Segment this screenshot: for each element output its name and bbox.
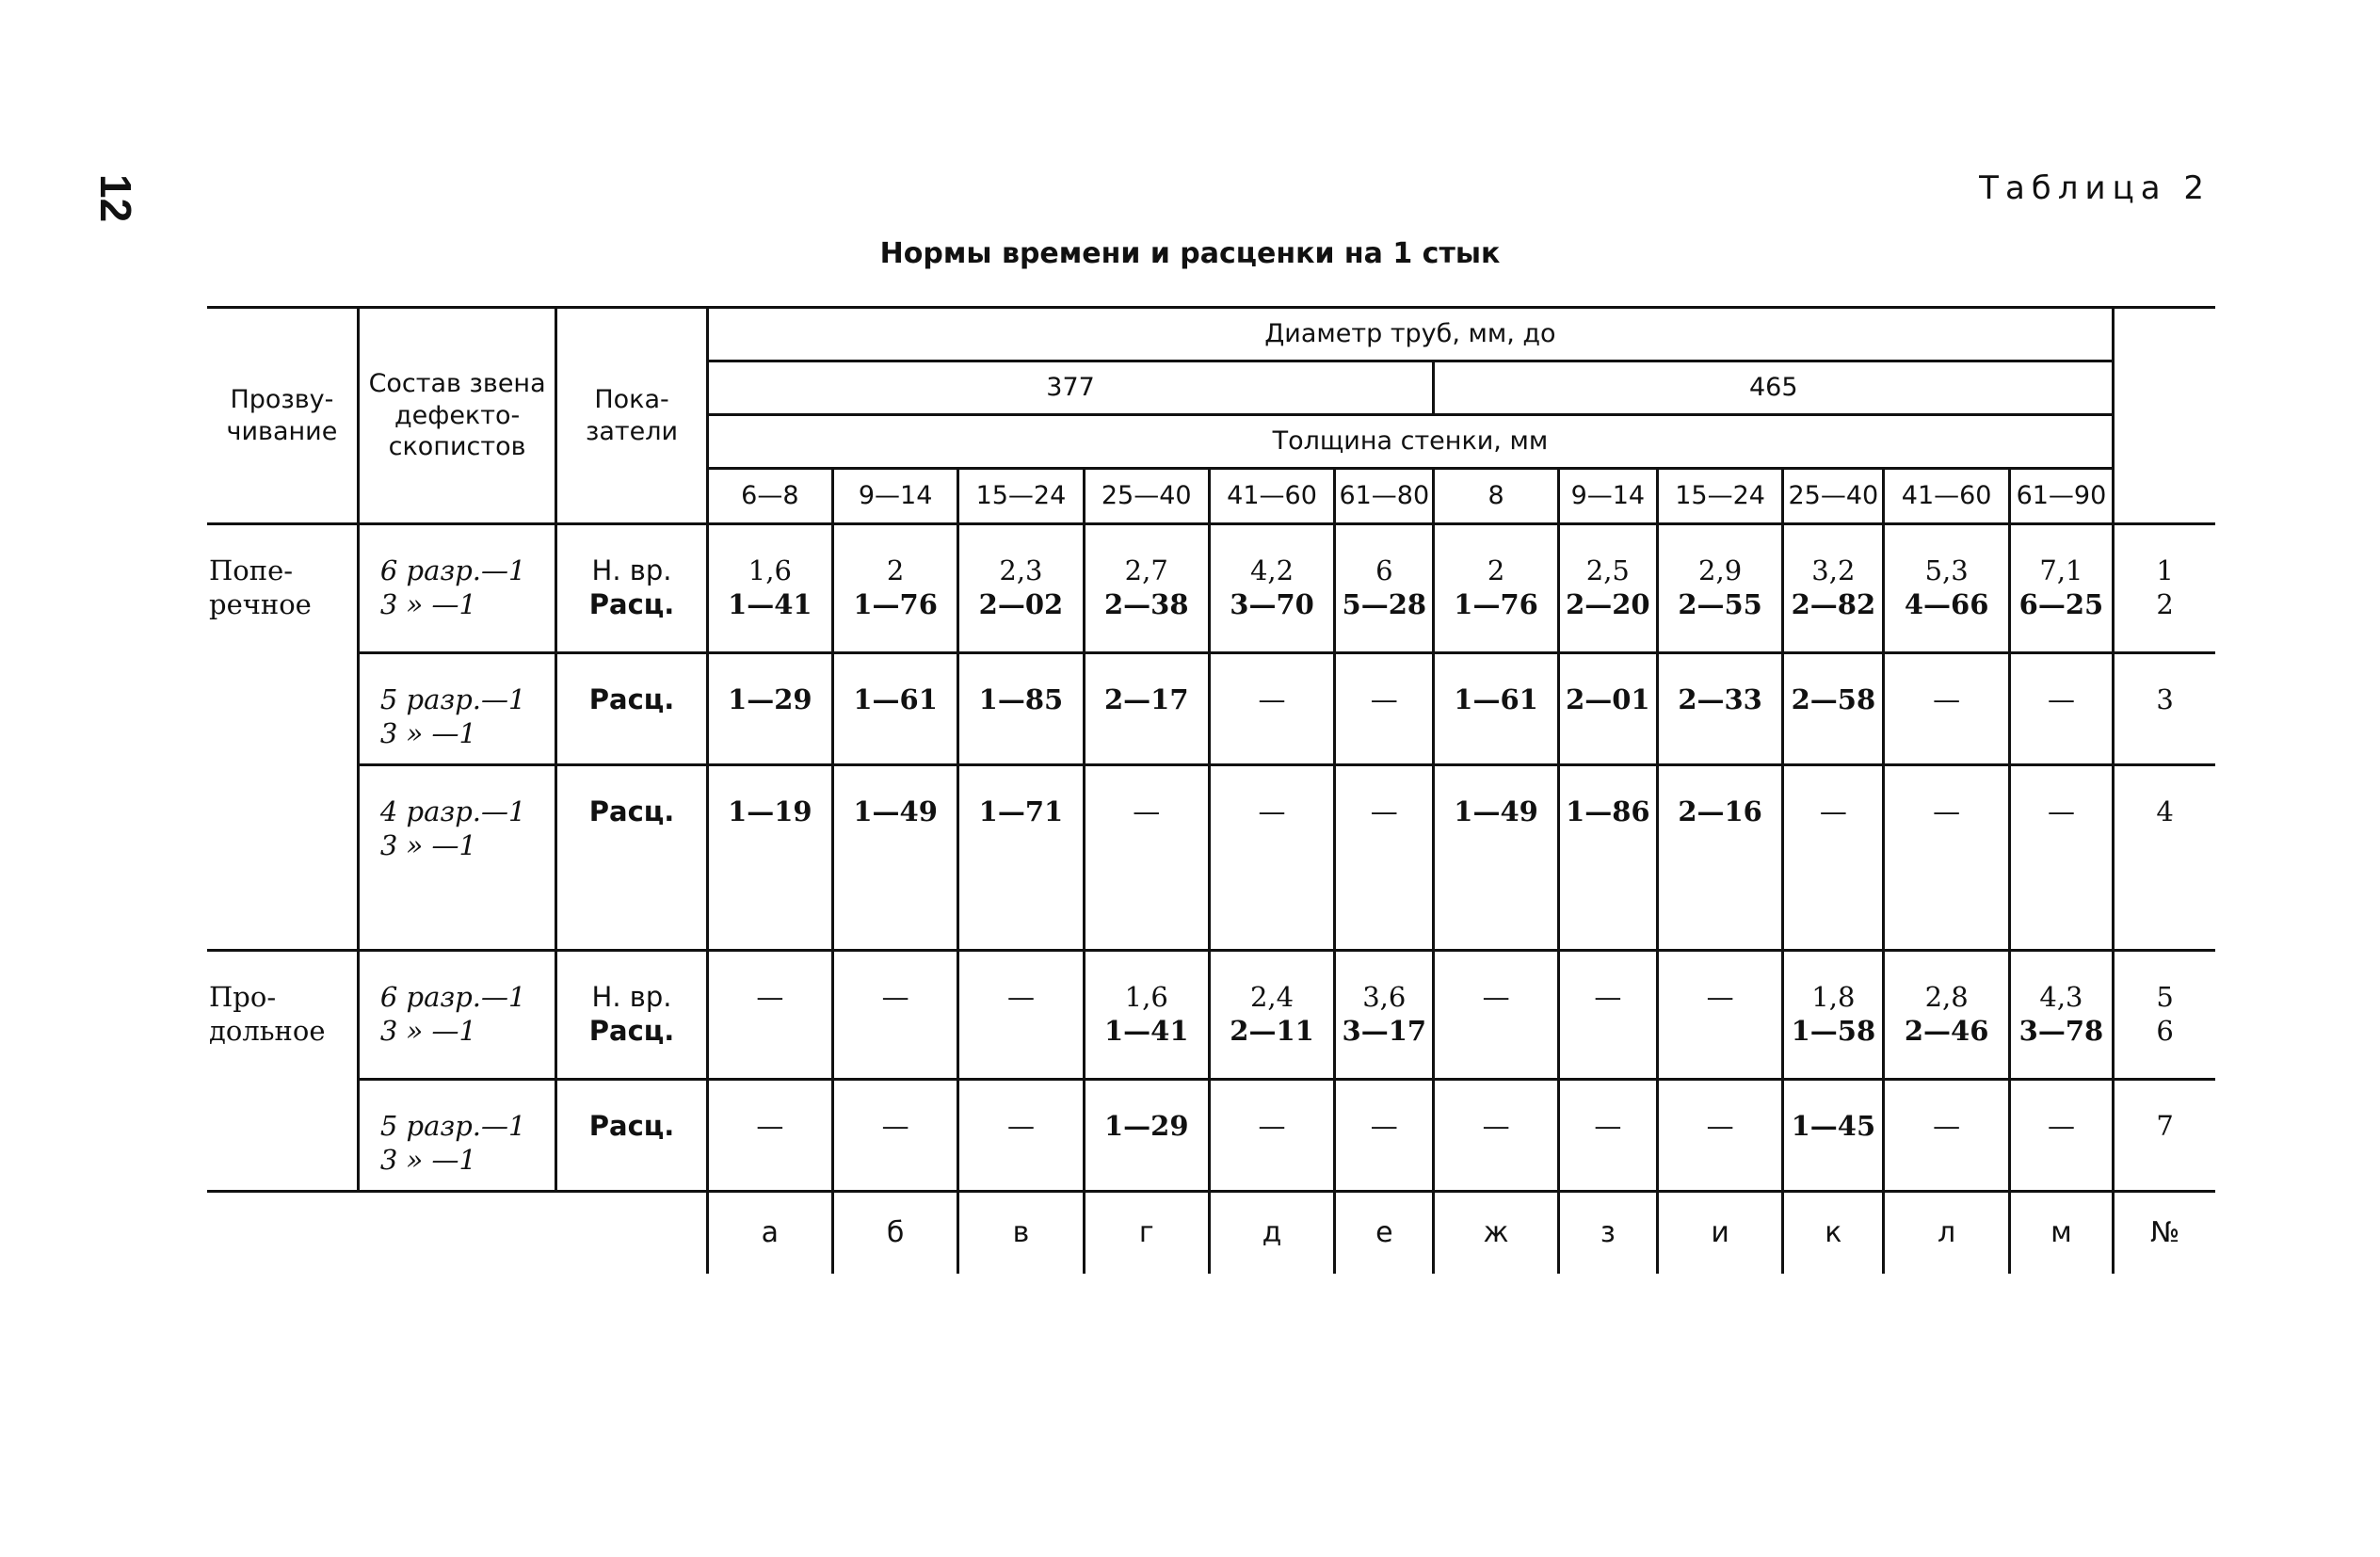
table-row bbox=[207, 1080, 2215, 1192]
value-cell bbox=[833, 1080, 958, 1192]
value-cell bbox=[1209, 653, 1334, 765]
header-crew: Состав звена дефекто-скопистов bbox=[358, 308, 555, 524]
value-cell bbox=[1783, 524, 1884, 653]
thickness-col-header: 61—90 bbox=[2009, 469, 2113, 524]
value-norm: — bbox=[881, 981, 909, 1013]
column-letter: д bbox=[1209, 1192, 1334, 1275]
value-line-1: 4 разр.—1 bbox=[379, 795, 526, 827]
value-cell bbox=[1335, 524, 1434, 653]
value-line-1: 5,3 bbox=[1924, 554, 1969, 586]
value-line-2: 1—76 bbox=[853, 588, 938, 621]
value-line-2: 5—28 bbox=[1342, 588, 1427, 621]
crew-cell bbox=[358, 524, 555, 653]
thickness-col-header: 25—40 bbox=[1084, 469, 1209, 524]
value-line-2: 1—58 bbox=[1791, 1015, 1876, 1048]
column-letter: в bbox=[958, 1192, 1084, 1275]
value-cell bbox=[1884, 1080, 2009, 1192]
column-letter: ж bbox=[1434, 1192, 1558, 1275]
indicator-rate: Расц. bbox=[588, 683, 675, 715]
value-line-1: 3,6 bbox=[1362, 981, 1407, 1013]
indicator-cell bbox=[556, 1080, 707, 1192]
value-line-1: 1,8 bbox=[1811, 981, 1856, 1013]
value-rate: — bbox=[2047, 683, 2075, 715]
value-rate: — bbox=[2047, 1110, 2075, 1142]
value-line-2: 4—66 bbox=[1904, 588, 1989, 621]
indicator-norm: Н. вр. bbox=[591, 981, 672, 1013]
column-letter: м bbox=[2009, 1192, 2113, 1275]
value-rate: — bbox=[1933, 683, 1961, 715]
value-norm: — bbox=[756, 981, 784, 1013]
header-d377: 377 bbox=[707, 361, 1434, 415]
row-number bbox=[2116, 1143, 2213, 1177]
value-line-2: 1—41 bbox=[1103, 1015, 1189, 1048]
row-number: 6 bbox=[2156, 1015, 2174, 1048]
table-row bbox=[207, 653, 2215, 765]
value-line-1: 2,9 bbox=[1698, 554, 1743, 586]
value-norm: — bbox=[1006, 981, 1035, 1013]
row-number: 4 bbox=[2156, 795, 2174, 827]
value-line-1: 6 разр.—1 bbox=[379, 554, 526, 586]
value-rate: 1—49 bbox=[853, 795, 938, 827]
column-letter: з bbox=[1558, 1192, 1657, 1275]
value-cell bbox=[1657, 951, 1782, 1080]
value-cell bbox=[1783, 765, 1884, 951]
header-indicators: Пока-затели bbox=[556, 308, 707, 524]
value-line-2: 6—25 bbox=[2018, 588, 2104, 621]
value-line-1: 1,6 bbox=[1124, 981, 1168, 1013]
thickness-col-header: 41—60 bbox=[1209, 469, 1334, 524]
value-line-2: 2—02 bbox=[978, 588, 1064, 621]
row-number-cell bbox=[2114, 653, 2215, 765]
value-cell bbox=[1209, 524, 1334, 653]
indicator-rate: Расц. bbox=[588, 1015, 675, 1048]
value-line-2: 2—82 bbox=[1791, 588, 1876, 621]
value-cell bbox=[2009, 524, 2113, 653]
indicator-cell bbox=[556, 653, 707, 765]
value-cell bbox=[958, 653, 1084, 765]
value-cell bbox=[1335, 653, 1434, 765]
value-cell bbox=[1084, 1080, 1209, 1192]
value-cell bbox=[1434, 524, 1558, 653]
mode-cell: Про-дольное bbox=[207, 951, 358, 1192]
value-line-1: 2,8 bbox=[1924, 981, 1969, 1013]
value-rate: — bbox=[1594, 1110, 1622, 1142]
value-rate: 1—49 bbox=[1454, 795, 1538, 827]
value-rate: — bbox=[1133, 795, 1161, 827]
value-line-1: 6 разр.—1 bbox=[379, 981, 526, 1013]
value-line-2: 2—11 bbox=[1230, 1015, 1314, 1048]
value-line-1: 2,7 bbox=[1124, 554, 1168, 586]
value-cell bbox=[1084, 524, 1209, 653]
thickness-col-header: 61—80 bbox=[1335, 469, 1434, 524]
value-cell bbox=[1434, 765, 1558, 951]
value-cell bbox=[1783, 1080, 1884, 1192]
value-norm: — bbox=[1482, 981, 1510, 1013]
value-rate: — bbox=[1006, 1110, 1035, 1142]
crew-cell bbox=[358, 765, 555, 951]
value-cell bbox=[707, 765, 832, 951]
value-rate: 1—71 bbox=[978, 795, 1064, 827]
row-number: 2 bbox=[2156, 588, 2174, 621]
value-line-2: 2—55 bbox=[1678, 588, 1762, 621]
row-number-cell bbox=[2114, 1080, 2215, 1192]
value-line-2: 2—46 bbox=[1904, 1015, 1989, 1048]
thickness-col-header: 9—14 bbox=[1558, 469, 1657, 524]
crew-cell bbox=[358, 1080, 555, 1192]
value-cell bbox=[2009, 765, 2113, 951]
value-cell bbox=[1434, 951, 1558, 1080]
value-cell bbox=[707, 951, 832, 1080]
column-letter: а bbox=[707, 1192, 832, 1275]
value-cell bbox=[1335, 765, 1434, 951]
crew-cell bbox=[358, 951, 555, 1080]
value-cell bbox=[1884, 653, 2009, 765]
value-line-1: 1,6 bbox=[748, 554, 792, 586]
column-letter: е bbox=[1335, 1192, 1434, 1275]
indicator-cell bbox=[556, 765, 707, 951]
value-line-1: 2,5 bbox=[1585, 554, 1630, 586]
value-line-1: 4,3 bbox=[2039, 981, 2083, 1013]
value-line-2: 3—17 bbox=[1342, 1015, 1427, 1048]
value-cell bbox=[707, 524, 832, 653]
value-cell bbox=[1657, 1080, 1782, 1192]
value-line-2: 3 » —1 bbox=[379, 829, 476, 862]
value-rate: 1—61 bbox=[853, 683, 938, 715]
value-cell bbox=[1558, 524, 1657, 653]
value-cell bbox=[1084, 765, 1209, 951]
value-cell bbox=[2009, 653, 2113, 765]
row-number: 7 bbox=[2156, 1110, 2174, 1142]
value-norm: — bbox=[1594, 981, 1622, 1013]
value-rate: 2—01 bbox=[1566, 683, 1650, 715]
indicator-rate: Расц. bbox=[588, 588, 675, 621]
row-number-cell bbox=[2114, 951, 2215, 1080]
value-rate: 1—86 bbox=[1566, 795, 1650, 827]
value-line-2: 3—78 bbox=[2018, 1015, 2104, 1048]
crew-cell bbox=[358, 653, 555, 765]
value-cell bbox=[707, 1080, 832, 1192]
value-cell bbox=[1783, 951, 1884, 1080]
thickness-col-header: 25—40 bbox=[1783, 469, 1884, 524]
header-d465: 465 bbox=[1434, 361, 2114, 415]
page-number: 12 bbox=[91, 174, 140, 223]
value-cell bbox=[1209, 765, 1334, 951]
value-cell bbox=[1884, 765, 2009, 951]
row-number: 1 bbox=[2156, 554, 2174, 586]
value-cell bbox=[958, 765, 1084, 951]
value-rate: — bbox=[1819, 795, 1847, 827]
indicator-norm: Н. вр. bbox=[591, 554, 672, 586]
value-rate: 1—45 bbox=[1791, 1110, 1876, 1142]
indicator-norm bbox=[559, 1143, 703, 1177]
value-rate: — bbox=[1370, 795, 1398, 827]
value-rate: — bbox=[1933, 1110, 1961, 1142]
column-letter: б bbox=[833, 1192, 958, 1275]
value-cell bbox=[958, 1080, 1084, 1192]
value-rate: — bbox=[1370, 1110, 1398, 1142]
value-line-1: 2 bbox=[886, 554, 905, 586]
norms-table bbox=[207, 306, 2215, 1274]
table-row bbox=[207, 765, 2215, 951]
value-cell bbox=[1335, 1080, 1434, 1192]
value-rate: — bbox=[1258, 795, 1286, 827]
thickness-col-header: 6—8 bbox=[707, 469, 832, 524]
value-norm: — bbox=[1706, 981, 1734, 1013]
value-line-1: 2 bbox=[1487, 554, 1505, 586]
value-cell bbox=[2009, 1080, 2113, 1192]
indicator-cell bbox=[556, 524, 707, 653]
value-cell bbox=[958, 951, 1084, 1080]
indicator-rate: Расц. bbox=[588, 1110, 675, 1142]
value-cell bbox=[833, 524, 958, 653]
value-cell bbox=[1657, 524, 1782, 653]
table-row bbox=[207, 524, 2215, 653]
value-rate: 2—58 bbox=[1791, 683, 1876, 715]
value-line-2: 3 » —1 bbox=[379, 717, 476, 750]
value-line-1: 3,2 bbox=[1811, 554, 1856, 586]
value-rate: 2—17 bbox=[1103, 683, 1189, 715]
value-line-2: 3—70 bbox=[1230, 588, 1314, 621]
value-rate: 1—29 bbox=[1103, 1110, 1189, 1142]
row-number: 5 bbox=[2156, 981, 2174, 1013]
value-cell bbox=[958, 524, 1084, 653]
row-number bbox=[2116, 828, 2213, 862]
column-letter: г bbox=[1084, 1192, 1209, 1275]
value-rate: — bbox=[1933, 795, 1961, 827]
value-cell bbox=[1335, 951, 1434, 1080]
value-cell bbox=[1657, 765, 1782, 951]
column-letter: к bbox=[1783, 1192, 1884, 1275]
value-line-1: 2,4 bbox=[1249, 981, 1295, 1013]
thickness-col-header: 15—24 bbox=[1657, 469, 1782, 524]
value-cell bbox=[1084, 653, 1209, 765]
thickness-col-header: 15—24 bbox=[958, 469, 1084, 524]
value-cell bbox=[1657, 653, 1782, 765]
value-cell bbox=[2009, 951, 2113, 1080]
value-line-1: 4,2 bbox=[1249, 554, 1295, 586]
value-rate: 1—29 bbox=[728, 683, 812, 715]
row-number bbox=[2116, 716, 2213, 750]
value-cell bbox=[1558, 1080, 1657, 1192]
value-line-2: 3 » —1 bbox=[379, 1015, 476, 1048]
thickness-col-header: 8 bbox=[1434, 469, 1558, 524]
column-letter: и bbox=[1657, 1192, 1782, 1275]
indicator-norm bbox=[559, 716, 703, 750]
header-mode: Прозву-чивание bbox=[207, 308, 358, 524]
value-rate: 1—85 bbox=[978, 683, 1064, 715]
thickness-col-header: 41—60 bbox=[1884, 469, 2009, 524]
value-line-2: 1—76 bbox=[1454, 588, 1538, 621]
value-cell bbox=[1783, 653, 1884, 765]
value-cell bbox=[1209, 1080, 1334, 1192]
value-cell bbox=[1209, 951, 1334, 1080]
row-number-cell bbox=[2114, 524, 2215, 653]
table-label: Таблица 2 bbox=[1979, 169, 2211, 207]
value-line-2: 2—38 bbox=[1103, 588, 1189, 621]
value-rate: 1—19 bbox=[728, 795, 812, 827]
value-cell bbox=[1884, 951, 2009, 1080]
value-cell bbox=[1084, 951, 1209, 1080]
value-cell bbox=[1558, 951, 1657, 1080]
value-cell bbox=[833, 765, 958, 951]
value-line-2: 2—20 bbox=[1566, 588, 1650, 621]
value-cell bbox=[1558, 765, 1657, 951]
header-diameter: Диаметр труб, мм, до bbox=[707, 308, 2113, 361]
value-rate: — bbox=[2047, 795, 2075, 827]
value-rate: — bbox=[1258, 1110, 1286, 1142]
value-line-1: 5 разр.—1 bbox=[379, 1110, 526, 1142]
thickness-col-header: 9—14 bbox=[833, 469, 958, 524]
header-rownum bbox=[2114, 308, 2215, 524]
value-line-2: 3 » —1 bbox=[379, 1144, 476, 1177]
value-line-1: 2,3 bbox=[999, 554, 1043, 586]
value-line-2: 1—41 bbox=[728, 588, 812, 621]
row-number: 3 bbox=[2156, 683, 2174, 715]
indicator-rate: Расц. bbox=[588, 795, 675, 827]
value-cell bbox=[833, 653, 958, 765]
indicator-norm bbox=[559, 828, 703, 862]
value-rate: 2—16 bbox=[1678, 795, 1762, 827]
value-cell bbox=[1434, 1080, 1558, 1192]
value-rate: — bbox=[1482, 1110, 1510, 1142]
mode-cell: Попе-речное bbox=[207, 524, 358, 951]
value-rate: — bbox=[1706, 1110, 1734, 1142]
value-cell bbox=[1884, 524, 2009, 653]
value-line-2: 3 » —1 bbox=[379, 588, 476, 621]
row-number-cell bbox=[2114, 765, 2215, 951]
value-rate: — bbox=[881, 1110, 909, 1142]
value-line-1: 7,1 bbox=[2039, 554, 2083, 586]
value-cell bbox=[707, 653, 832, 765]
header-thickness: Толщина стенки, мм bbox=[707, 415, 2113, 469]
value-line-1: 6 bbox=[1375, 554, 1393, 586]
value-cell bbox=[1558, 653, 1657, 765]
indicator-cell bbox=[556, 951, 707, 1080]
value-rate: — bbox=[1258, 683, 1286, 715]
value-rate: — bbox=[756, 1110, 784, 1142]
value-rate: 2—33 bbox=[1678, 683, 1762, 715]
value-cell bbox=[833, 951, 958, 1080]
table-title: Нормы времени и расценки на 1 стык bbox=[879, 237, 1501, 270]
column-number-sign: № bbox=[2114, 1192, 2215, 1275]
table-row bbox=[207, 951, 2215, 1080]
column-letter: л bbox=[1884, 1192, 2009, 1275]
value-cell bbox=[1434, 653, 1558, 765]
value-rate: — bbox=[1370, 683, 1398, 715]
footer-blank bbox=[207, 1192, 707, 1275]
value-rate: 1—61 bbox=[1454, 683, 1538, 715]
value-line-1: 5 разр.—1 bbox=[379, 683, 526, 715]
